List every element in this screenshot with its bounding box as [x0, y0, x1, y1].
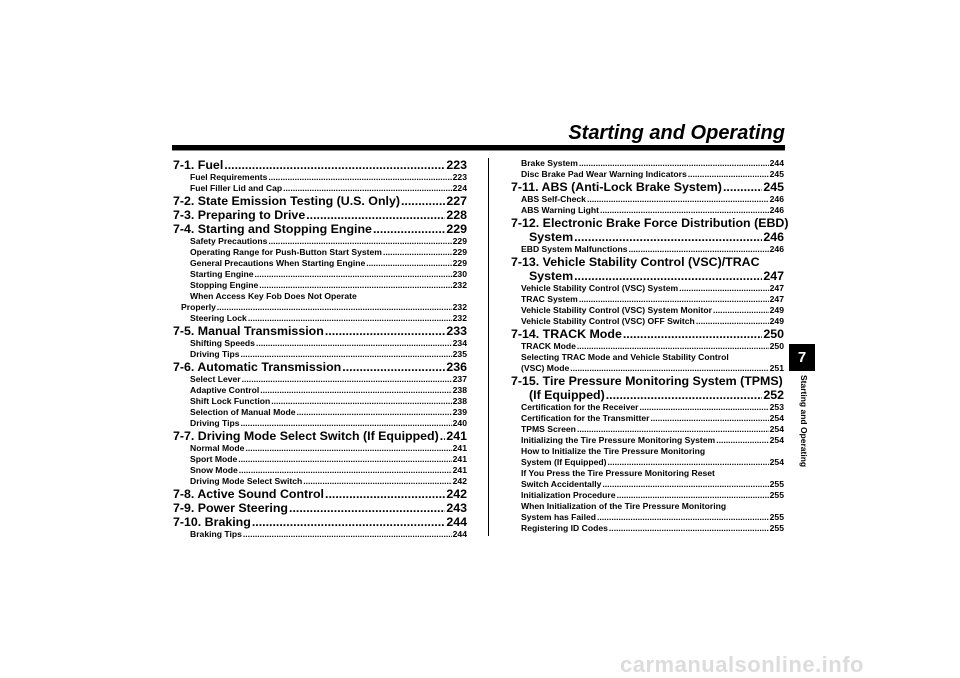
dot-leader — [241, 418, 452, 429]
toc-entry-title: TRAC System — [521, 294, 578, 304]
toc-entry[interactable] — [173, 407, 467, 418]
dot-leader — [639, 402, 768, 413]
dot-leader — [629, 244, 769, 255]
toc-page-number: 238 — [452, 396, 467, 406]
toc-entry[interactable] — [173, 443, 467, 454]
toc-entry[interactable] — [511, 244, 784, 255]
toc-page-number: 246 — [769, 205, 784, 215]
toc-section[interactable] — [173, 361, 467, 374]
toc-entry-title: Initialization Procedure — [521, 490, 616, 500]
dot-leader — [574, 231, 762, 244]
dot-leader — [602, 479, 768, 490]
toc-entry-title: (VSC) Mode — [521, 363, 570, 373]
toc-entry-title: Selection of Manual Mode — [190, 407, 296, 417]
toc-page-number: 246 — [769, 244, 784, 254]
toc-entry-title: 7-14. TRACK Mode — [511, 327, 622, 341]
dot-leader — [609, 523, 769, 534]
dot-leader — [440, 430, 446, 443]
toc-entry-title: 7-9. Power Steering — [173, 501, 288, 515]
dot-leader — [716, 435, 768, 446]
toc-entry-continued[interactable]: 7-15. Tire Pressure Monitoring System (TPMS) — [511, 374, 783, 388]
toc-entry-title: ABS Warning Light — [521, 205, 599, 215]
toc-page-number: 253 — [769, 402, 784, 412]
dot-leader — [383, 247, 452, 258]
toc-entry-title: Adaptive Control — [190, 385, 260, 395]
dot-leader — [248, 313, 452, 324]
toc-entry-title: Operating Range for Push-Button Start System — [190, 247, 382, 257]
toc-entry[interactable] — [511, 316, 784, 327]
dot-leader — [260, 385, 451, 396]
toc-page-number: 239 — [452, 407, 467, 417]
toc-section[interactable] — [511, 389, 784, 402]
dot-leader — [617, 490, 769, 501]
toc-page-number: 238 — [452, 385, 467, 395]
toc-entry-title: 7-4. Starting and Stopping Engine — [173, 222, 372, 236]
toc-page-number: 223 — [446, 158, 467, 172]
toc-entry[interactable] — [173, 385, 467, 396]
toc-entry-title: 7-2. State Emission Testing (U.S. Only) — [173, 194, 400, 208]
dot-leader — [607, 457, 768, 468]
toc-page-number: 229 — [452, 258, 467, 268]
dot-leader — [224, 159, 445, 172]
toc-entry[interactable] — [511, 424, 784, 435]
toc-entry-title: (If Equipped) — [529, 388, 605, 402]
toc-entry[interactable] — [173, 529, 467, 540]
toc-entry[interactable] — [511, 490, 784, 501]
toc-entry[interactable] — [173, 302, 467, 313]
dot-leader — [342, 361, 445, 374]
toc-page-number: 254 — [769, 413, 784, 423]
toc-entry[interactable] — [511, 294, 784, 305]
toc-entry-title: Vehicle Stability Control (VSC) OFF Switch — [521, 316, 695, 326]
toc-entry[interactable] — [511, 169, 784, 180]
toc-entry[interactable] — [173, 258, 467, 269]
dot-leader — [713, 305, 769, 316]
toc-section[interactable] — [173, 516, 467, 529]
toc-entry-title: Vehicle Stability Control (VSC) System — [521, 283, 679, 293]
toc-entry[interactable] — [511, 413, 784, 424]
dot-leader — [268, 172, 451, 183]
dot-leader — [256, 338, 452, 349]
toc-page-number: 228 — [446, 208, 467, 222]
toc-section[interactable] — [511, 270, 784, 283]
toc-page-number: 245 — [769, 169, 784, 179]
toc-page-number: 230 — [452, 269, 467, 279]
dot-leader — [600, 205, 769, 216]
toc-entry-title: Driving Tips — [190, 418, 240, 428]
dot-leader — [696, 316, 769, 327]
toc-page-number: 249 — [769, 316, 784, 326]
toc-page-number: 233 — [446, 324, 467, 338]
toc-page-number: 255 — [769, 523, 784, 533]
toc-entry-title: Fuel Requirements — [190, 172, 268, 182]
dot-leader — [723, 181, 762, 194]
toc-page-number: 232 — [452, 280, 467, 290]
toc-entry-title: 7-1. Fuel — [173, 158, 224, 172]
dot-leader — [579, 158, 769, 169]
toc-entry[interactable] — [511, 523, 784, 534]
toc-entry-title: EBD System Malfunctions — [521, 244, 628, 254]
toc-entry-title: Initializing the Tire Pressure Monitoring System — [521, 435, 716, 445]
toc-page-number: 234 — [452, 338, 467, 348]
toc-entry-title: Registering ID Codes — [521, 523, 608, 533]
dot-leader — [688, 169, 769, 180]
dot-leader — [570, 363, 768, 374]
toc-entry[interactable] — [511, 205, 784, 216]
toc-section[interactable] — [173, 159, 467, 172]
toc-entry-title: Select Lever — [190, 374, 241, 384]
toc-page-number: 245 — [763, 180, 784, 194]
dot-leader — [255, 269, 452, 280]
toc-entry[interactable] — [511, 341, 784, 352]
toc-entry[interactable] — [511, 305, 784, 316]
toc-page-number: 254 — [769, 435, 784, 445]
toc-entry-title: 7-3. Preparing to Drive — [173, 208, 306, 222]
dot-leader — [606, 389, 763, 402]
dot-leader — [297, 407, 452, 418]
toc-page-number: 255 — [769, 479, 784, 489]
dot-leader — [271, 396, 451, 407]
dot-leader — [679, 283, 769, 294]
toc-entry-continued[interactable]: How to Initialize the Tire Pressure Monitoring — [521, 446, 706, 456]
toc-section[interactable] — [173, 195, 467, 208]
toc-page-number: 244 — [446, 515, 467, 529]
dot-leader — [283, 183, 452, 194]
dot-leader — [245, 443, 451, 454]
dot-leader — [325, 488, 445, 501]
toc-section[interactable] — [173, 209, 467, 222]
toc-entry-title: System — [529, 230, 574, 244]
toc-page-number: 242 — [446, 487, 467, 501]
toc-entry-title: System (If Equipped) — [521, 457, 607, 467]
toc-entry-title: Stopping Engine — [190, 280, 259, 290]
toc-page-number: 247 — [769, 294, 784, 304]
toc-page-number: 255 — [769, 490, 784, 500]
toc-page-number: 223 — [452, 172, 467, 182]
toc-page-number: 229 — [446, 222, 467, 236]
toc-page-number: 229 — [452, 236, 467, 246]
toc-section[interactable] — [173, 488, 467, 501]
toc-entry-title: TPMS Screen — [521, 424, 576, 434]
toc-entry-title: Driving Mode Select Switch — [190, 476, 303, 486]
column-divider — [488, 158, 489, 536]
toc-entry-title: Shift Lock Function — [190, 396, 271, 406]
toc-entry-title: Starting Engine — [190, 269, 254, 279]
toc-page-number: 240 — [452, 418, 467, 428]
toc-page-number: 227 — [446, 194, 467, 208]
toc-entry[interactable] — [511, 479, 784, 490]
toc-entry-title: 7-8. Active Sound Control — [173, 487, 324, 501]
dot-leader — [259, 280, 451, 291]
toc-entry-title: 7-10. Braking — [173, 515, 251, 529]
toc-page-number: 254 — [769, 457, 784, 467]
dot-leader — [306, 209, 445, 222]
toc-page-number: 249 — [769, 305, 784, 315]
toc-page-number: 254 — [769, 424, 784, 434]
toc-entry[interactable] — [173, 349, 467, 360]
toc-right-column — [511, 158, 789, 534]
dot-leader — [574, 270, 762, 283]
toc-section[interactable] — [173, 430, 467, 443]
toc-section[interactable] — [511, 328, 784, 341]
toc-entry-title: Steering Lock — [190, 313, 247, 323]
toc-page-number: 252 — [763, 388, 784, 402]
toc-left-column — [173, 158, 467, 540]
dot-leader — [650, 413, 768, 424]
toc-page-number: 247 — [763, 269, 784, 283]
toc-page-number: 236 — [446, 360, 467, 374]
toc-entry-title: Braking Tips — [190, 529, 242, 539]
toc-entry-continued[interactable]: Selecting TRAC Mode and Vehicle Stability Control — [521, 352, 729, 362]
toc-page-number: 241 — [452, 443, 467, 453]
dot-leader — [252, 516, 445, 529]
toc-entry-title: 7-11. ABS (Anti-Lock Brake System) — [511, 180, 722, 194]
dot-leader — [597, 512, 769, 523]
dot-leader — [579, 294, 769, 305]
toc-entry-title: 7-7. Driving Mode Select Switch (If Equipped) — [173, 429, 439, 443]
toc-entry[interactable] — [173, 269, 467, 280]
toc-section[interactable] — [173, 502, 467, 515]
dot-leader — [401, 195, 445, 208]
dot-leader — [268, 236, 451, 247]
dot-leader — [373, 223, 445, 236]
toc-page-number: 246 — [763, 230, 784, 244]
dot-leader — [303, 476, 451, 487]
toc-entry[interactable] — [173, 465, 467, 476]
toc-entry-title: 7-6. Automatic Transmission — [173, 360, 342, 374]
dot-leader — [587, 194, 769, 205]
toc-entry-continued[interactable]: If You Press the Tire Pressure Monitoring Reset — [521, 468, 715, 478]
toc-entry-title: Certification for the Transmitter — [521, 413, 650, 423]
toc-entry[interactable] — [511, 283, 784, 294]
toc-entry-title: 7-5. Manual Transmission — [173, 324, 324, 338]
toc-section[interactable] — [511, 181, 784, 194]
dot-leader — [217, 302, 452, 313]
dot-leader — [241, 349, 452, 360]
header-rule-shadow — [172, 150, 785, 151]
toc-entry-title: Normal Mode — [190, 443, 245, 453]
toc-page-number: 237 — [452, 374, 467, 384]
toc-page-number: 229 — [452, 247, 467, 257]
toc-entry[interactable] — [511, 457, 784, 468]
toc-entry-title: Fuel Filler Lid and Cap — [190, 183, 283, 193]
toc-entry-title: Safety Precautions — [190, 236, 268, 246]
toc-entry[interactable] — [511, 435, 784, 446]
toc-page-number: 241 — [452, 465, 467, 475]
toc-page-number: 235 — [452, 349, 467, 359]
toc-page-number: 250 — [763, 327, 784, 341]
chapter-tab-label: Starting and Operating — [799, 375, 809, 468]
toc-entry[interactable] — [173, 396, 467, 407]
toc-entry[interactable] — [173, 374, 467, 385]
toc-entry[interactable] — [511, 194, 784, 205]
toc-entry[interactable] — [173, 313, 467, 324]
toc-page-number: 241 — [452, 454, 467, 464]
toc-entry[interactable] — [173, 454, 467, 465]
toc-entry[interactable] — [173, 338, 467, 349]
dot-leader — [577, 424, 769, 435]
dot-leader — [239, 465, 452, 476]
toc-section[interactable] — [511, 231, 784, 244]
toc-entry-title: Vehicle Stability Control (VSC) System Monitor — [521, 305, 713, 315]
chapter-tab[interactable]: 7 — [789, 344, 815, 371]
toc-page-number: 224 — [452, 183, 467, 193]
toc-entry-title: Driving Tips — [190, 349, 240, 359]
toc-page-number: 242 — [452, 476, 467, 486]
toc-page-number: 244 — [452, 529, 467, 539]
toc-entry-title: Shifting Speeds — [190, 338, 255, 348]
toc-entry-continued[interactable]: When Initialization of the Tire Pressure Monitoring — [521, 501, 727, 511]
toc-page-number: 232 — [452, 313, 467, 323]
toc-entry-continued[interactable]: When Access Key Fob Does Not Operate — [190, 291, 357, 301]
watermark: carmanualsonline.info — [620, 652, 864, 677]
toc-entry[interactable] — [173, 280, 467, 291]
toc-entry[interactable] — [173, 172, 467, 183]
toc-page-number: 244 — [769, 158, 784, 168]
toc-entry[interactable] — [173, 236, 467, 247]
dot-leader — [366, 258, 451, 269]
toc-entry[interactable] — [173, 476, 467, 487]
toc-entry-title: Properly — [181, 302, 216, 312]
toc-entry[interactable] — [173, 183, 467, 194]
toc-entry-title: Snow Mode — [190, 465, 238, 475]
toc-entry[interactable] — [173, 418, 467, 429]
toc-entry-title: ABS Self-Check — [521, 194, 586, 204]
dot-leader — [623, 328, 762, 341]
toc-entry-continued[interactable]: 7-13. Vehicle Stability Control (VSC)/TRAC — [511, 255, 760, 269]
dot-leader — [577, 341, 769, 352]
toc-entry[interactable] — [511, 363, 784, 374]
toc-entry-title: Sport Mode — [190, 454, 238, 464]
toc-entry-title: System — [529, 269, 574, 283]
toc-entry-title: Disc Brake Pad Wear Warning Indicators — [521, 169, 687, 179]
toc-entry-continued[interactable]: 7-12. Electronic Brake Force Distribution (EBD) — [511, 216, 789, 230]
toc-page-number: 255 — [769, 512, 784, 522]
toc-page-number: 247 — [769, 283, 784, 293]
toc-section[interactable] — [173, 325, 467, 338]
toc-section[interactable] — [173, 223, 467, 236]
toc-entry-title: Switch Accidentally — [521, 479, 602, 489]
toc-entry-title: Brake System — [521, 158, 578, 168]
toc-entry-title: Certification for the Receiver — [521, 402, 639, 412]
toc-entry[interactable] — [173, 247, 467, 258]
dot-leader — [242, 374, 452, 385]
page-title: Starting and Operating — [568, 122, 785, 144]
toc-page-number: 251 — [769, 363, 784, 373]
dot-leader — [289, 502, 445, 515]
toc-page-number: 246 — [769, 194, 784, 204]
toc-entry-title: System has Failed — [521, 512, 596, 522]
toc-page-number: 250 — [769, 341, 784, 351]
toc-page-number: 232 — [452, 302, 467, 312]
toc-entry[interactable] — [511, 158, 784, 169]
dot-leader — [238, 454, 451, 465]
toc-page-number: 241 — [446, 429, 467, 443]
toc-entry[interactable] — [511, 402, 784, 413]
dot-leader — [243, 529, 452, 540]
dot-leader — [325, 325, 446, 338]
toc-entry-title: TRACK Mode — [521, 341, 576, 351]
toc-entry-title: General Precautions When Starting Engine — [190, 258, 366, 268]
toc-page-number: 243 — [446, 501, 467, 515]
toc-entry[interactable] — [511, 512, 784, 523]
